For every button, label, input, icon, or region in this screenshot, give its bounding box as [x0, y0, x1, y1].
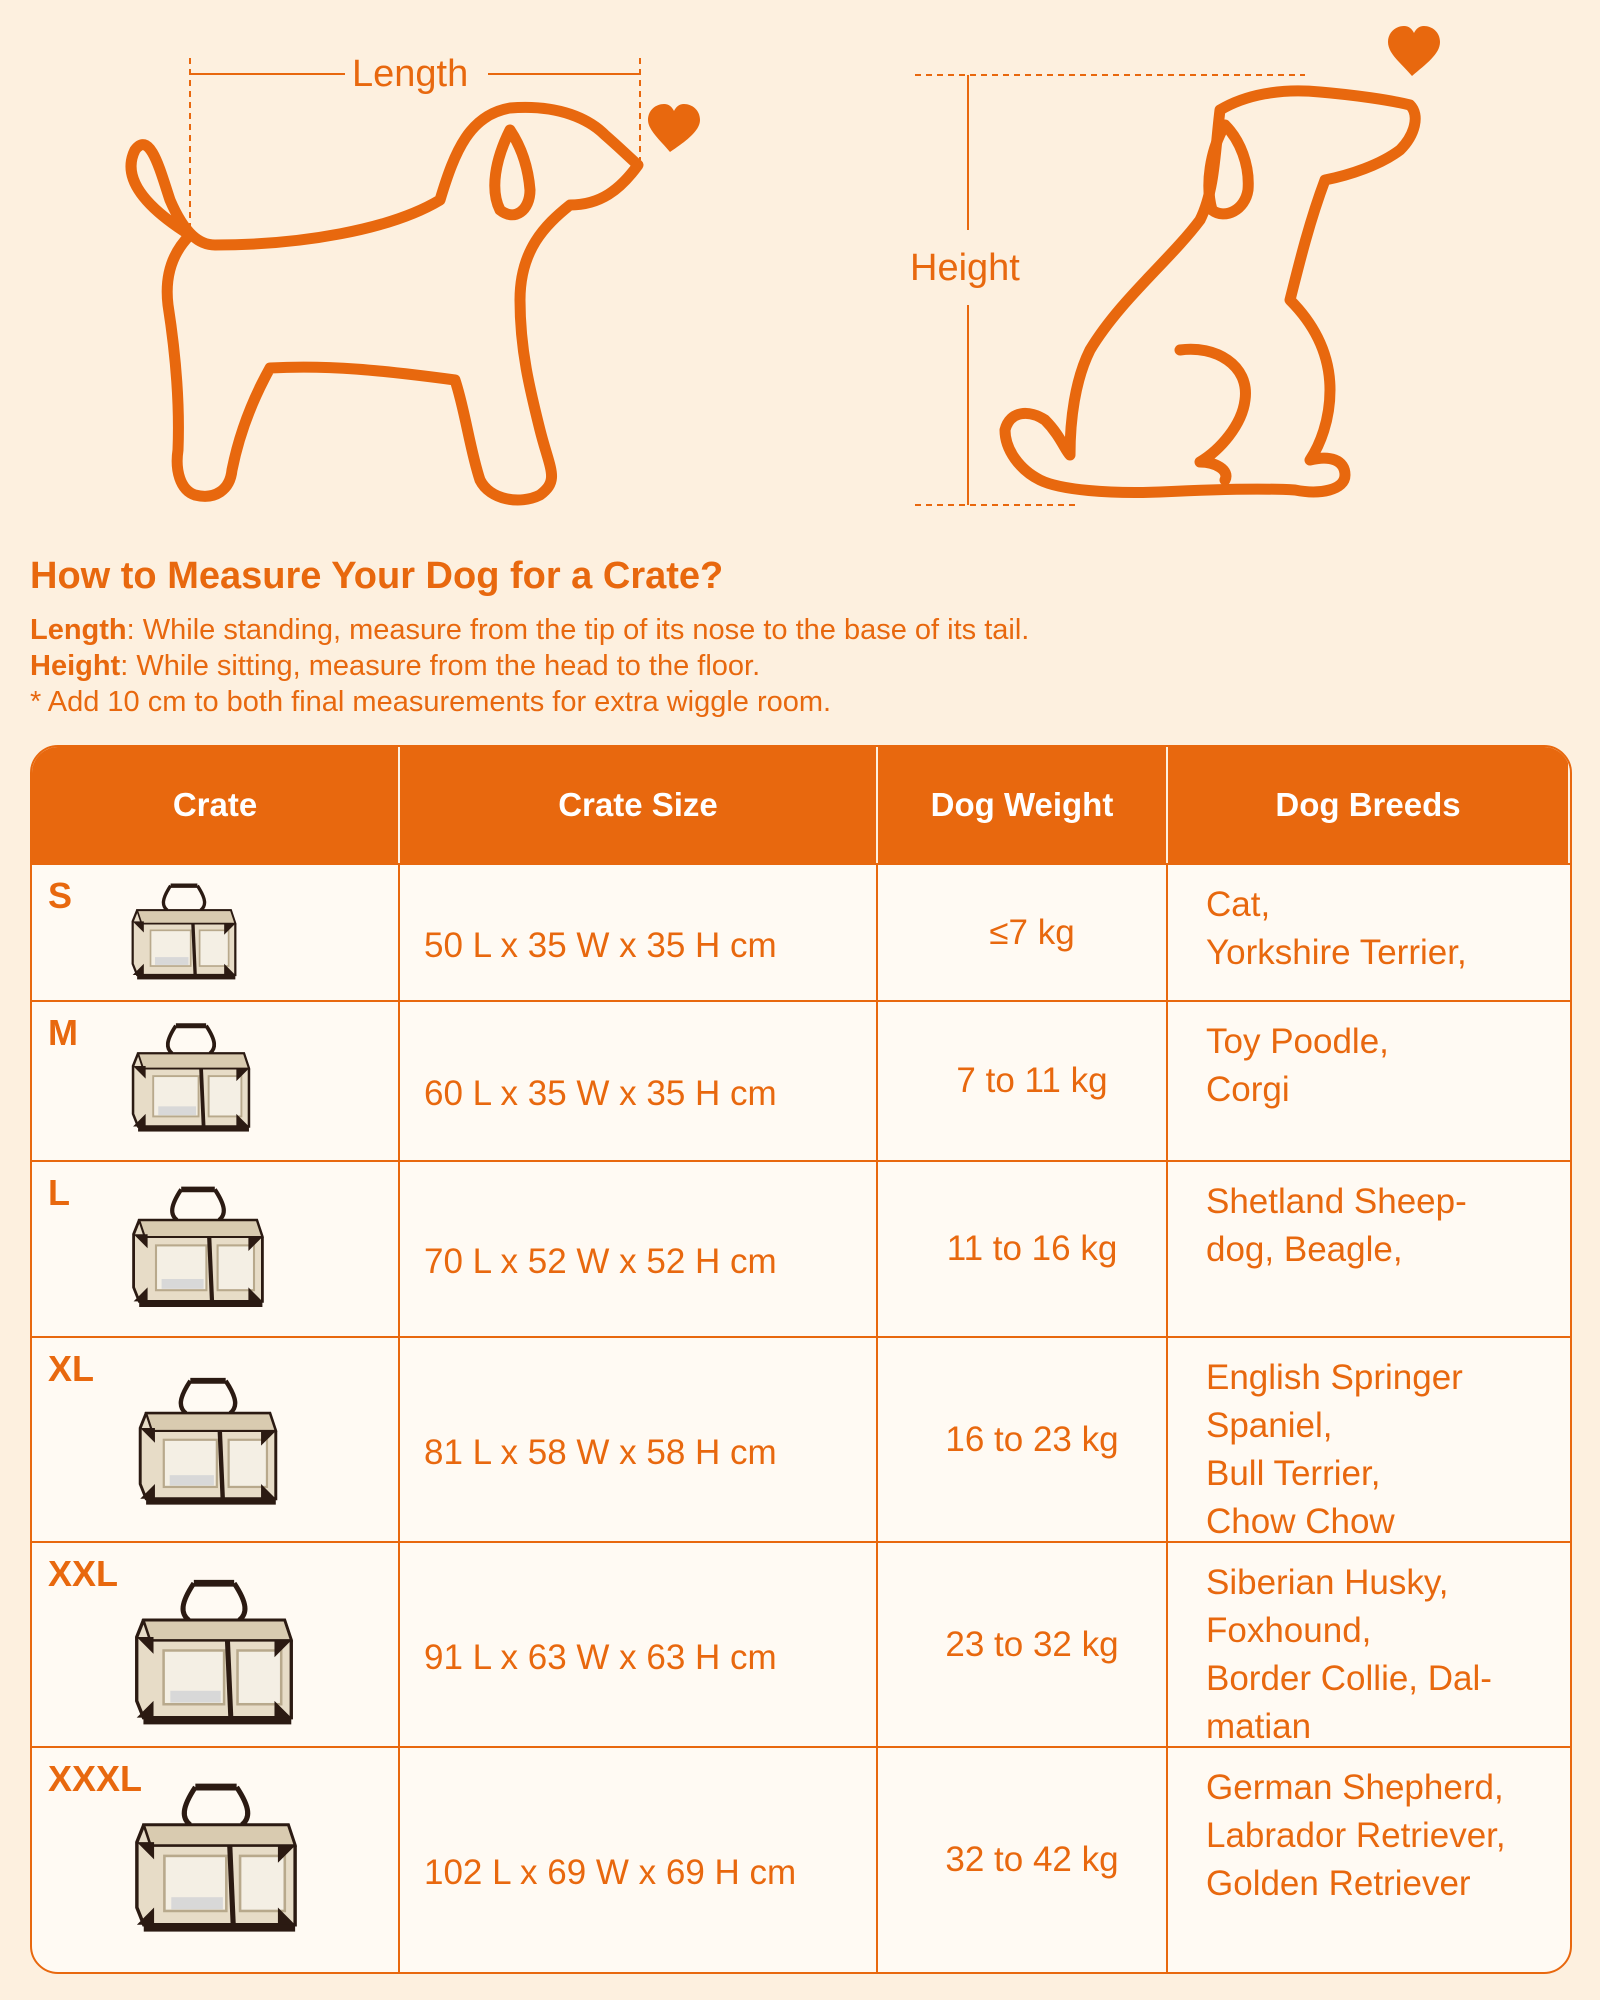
- dog-breeds-cell: German Shepherd, Labrador Retriever, Golden Retriever: [1168, 1746, 1570, 1972]
- dog-weight-cell: 11 to 16 kg: [878, 1160, 1168, 1336]
- heart-icon: [1388, 26, 1440, 76]
- dog-weight-cell: 16 to 23 kg: [878, 1336, 1168, 1541]
- dog-weight-cell: ≤7 kg: [878, 863, 1168, 1000]
- measure-guide: [30, 555, 1570, 720]
- dog-breeds-cell: Cat, Yorkshire Terrier,: [1168, 863, 1570, 1000]
- crate-cell: [32, 1160, 400, 1336]
- crate-cell: [32, 863, 400, 1000]
- dog-breeds-cell: Siberian Husky, Foxhound, Border Collie, Dal- matian: [1168, 1541, 1570, 1746]
- heart-icon: [648, 104, 700, 152]
- crate-code: XL: [48, 1348, 95, 1389]
- header-dog-weight: Dog Weight: [878, 747, 1168, 863]
- guide-title: How to Measure Your Dog for a Crate?: [30, 555, 724, 597]
- crate-icon: [128, 1180, 268, 1315]
- crate-icon: [128, 1018, 254, 1138]
- dog-breeds-cell: Toy Poodle, Corgi: [1168, 1000, 1570, 1160]
- guide-length-line: [30, 612, 1570, 648]
- dog-weight-cell: 32 to 42 kg: [878, 1746, 1168, 1972]
- dog-breeds-cell: Shetland Sheep- dog, Beagle,: [1168, 1160, 1570, 1336]
- crate-size-cell: 91 L x 63 W x 63 H cm: [400, 1541, 878, 1746]
- height-dimension-line: [915, 75, 1305, 505]
- height-instruction: : While sitting, measure from the head to the floor.: [120, 650, 761, 682]
- standing-dog-icon: [131, 107, 638, 500]
- guide-height-line: [30, 648, 1570, 684]
- length-term: Length: [30, 614, 127, 646]
- crate-code: XXL: [48, 1553, 119, 1594]
- dog-weight-cell: 23 to 32 kg: [878, 1541, 1168, 1746]
- crate-icon: [130, 1372, 286, 1512]
- dog-measurement-diagram: [0, 0, 1600, 540]
- sitting-dog-icon: [1005, 91, 1415, 493]
- crate-icon: [128, 879, 240, 985]
- crate-cell: [32, 1541, 400, 1746]
- crate-size-cell: 81 L x 58 W x 58 H cm: [400, 1336, 878, 1541]
- crate-code: XXXL: [48, 1758, 143, 1799]
- crate-icon: [130, 1766, 302, 1951]
- crate-icon: [130, 1563, 298, 1743]
- length-label: Length: [352, 53, 469, 95]
- crate-size-cell: 102 L x 69 W x 69 H cm: [400, 1746, 878, 1972]
- crate-size-cell: 50 L x 35 W x 35 H cm: [400, 863, 878, 1000]
- height-term: Height: [30, 650, 121, 682]
- height-label: Height: [910, 247, 1020, 289]
- header-crate: Crate: [32, 747, 400, 863]
- crate-code: L: [48, 1172, 70, 1213]
- header-dog-breeds: Dog Breeds: [1168, 747, 1570, 863]
- dog-breeds-cell: English Springer Spaniel, Bull Terrier, Chow Chow: [1168, 1336, 1570, 1541]
- crate-size-cell: 70 L x 52 W x 52 H cm: [400, 1160, 878, 1336]
- crate-cell: [32, 1336, 400, 1541]
- crate-cell: [32, 1746, 400, 1972]
- dog-weight-cell: 7 to 11 kg: [878, 1000, 1168, 1160]
- crate-code: S: [48, 875, 73, 916]
- measurement-illustration: [0, 0, 1600, 540]
- header-crate-size: Crate Size: [400, 747, 878, 863]
- crate-code: M: [48, 1012, 78, 1053]
- length-instruction: : While standing, measure from the tip of its nose to the base of its tail.: [126, 614, 1030, 646]
- guide-note: * Add 10 cm to both final measurements for extra wiggle room.: [30, 686, 832, 718]
- crate-size-cell: 60 L x 35 W x 35 H cm: [400, 1000, 878, 1160]
- crate-cell: [32, 1000, 400, 1160]
- size-chart-table: [30, 745, 1572, 1974]
